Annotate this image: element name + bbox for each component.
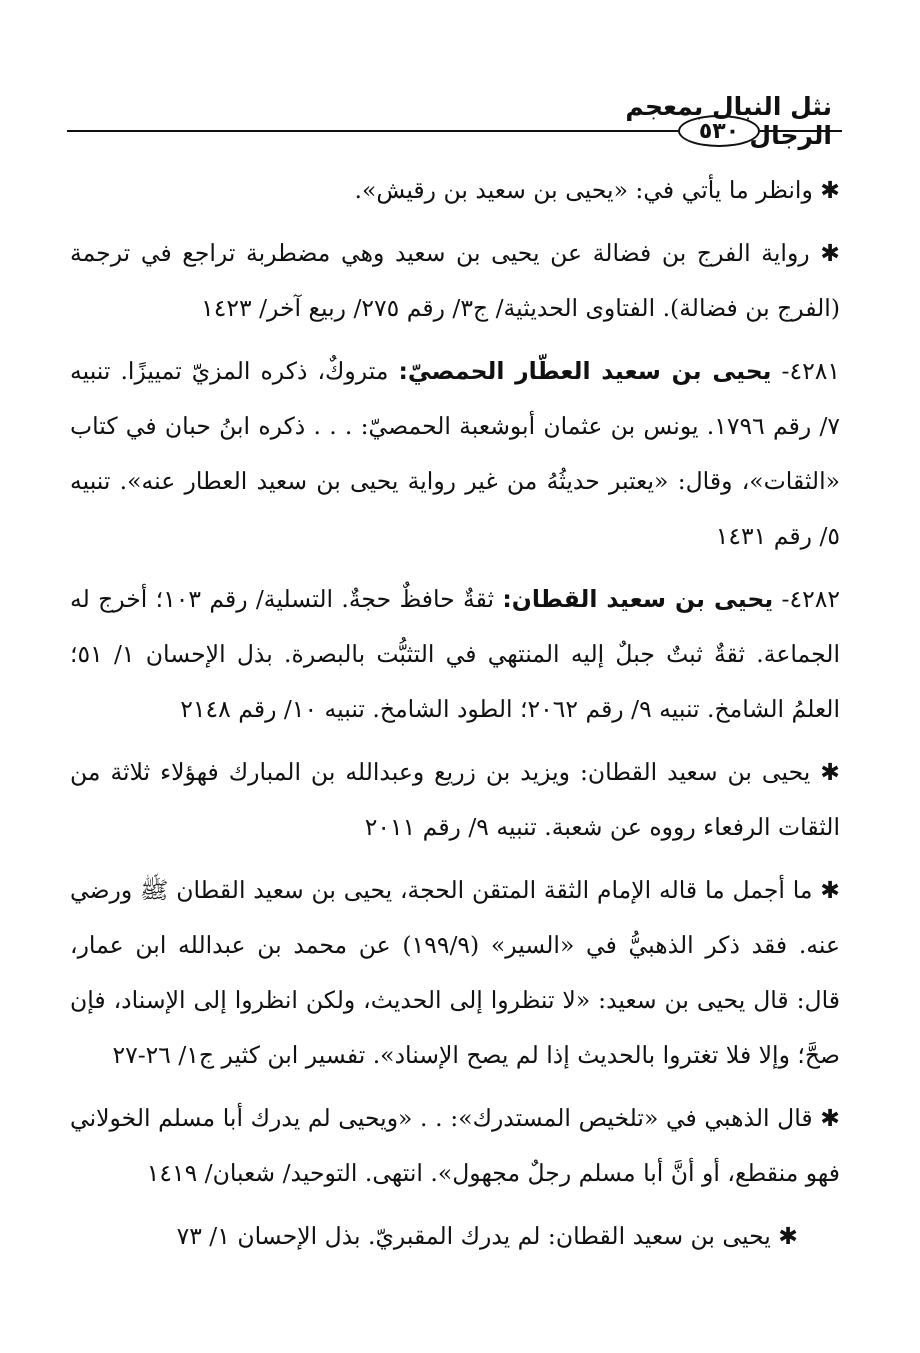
paragraph-text: يحيى بن سعيد القطان: لم يدرك المقبريّ. بذل الإحسان ١/ ٧٣ xyxy=(176,1222,771,1250)
header-rule-left xyxy=(67,130,678,132)
paragraph-text: وانظر ما يأتي في: «يحيى بن سعيد بن رقيش». xyxy=(354,176,813,204)
entry-name: يحيى بن سعيد العطّار الحمصيّ: xyxy=(398,357,772,385)
entry-number: ٤٢٨٢- xyxy=(781,585,840,613)
page-body xyxy=(70,163,840,1272)
paragraph-text: رواية الفرج بن فضالة عن يحيى بن سعيد وهي مضطربة تراجع في ترجمة (الفرج بن فضالة). الفتاوى الحديثية/ ج٣/ رقم ٢٧٥/ ربيع آخر/ ١٤٢٣ xyxy=(70,239,840,322)
bullet-icon: ✱ xyxy=(820,876,840,904)
bullet-icon: ✱ xyxy=(778,1222,798,1250)
header-rule-right xyxy=(760,130,842,132)
entry-text: ثقةٌ حافظٌ حجةٌ. التسلية/ رقم ١٠٣؛ أخرج له الجماعة. ثقةٌ ثبتٌ جبلٌ إليه المنتهي في التثبُّت بالبصرة. بذل الإحسان ١/ ٥١؛ العلمُ الشامخ. تنبيه ٩/ رقم ٢٠٦٢؛ الطود الشامخ. تنبيه ١٠/ رقم ٢١٤٨ xyxy=(70,585,840,723)
paragraph xyxy=(70,1091,840,1201)
paragraph-text: ما أجمل ما قاله الإمام الثقة المتقن الحجة، يحيى بن سعيد القطان ﷺ ورضي عنه. فقد ذكر الذهبيُّ في «السير» (١٩٩/٩) عن محمد بن عبدالله ابن عمار، قال: قال يحيى بن سعيد: «لا تنظروا إلى الحديث، ولكن انظروا إلى الإسناد، فإن صحَّ؛ وإلا فلا تغتروا بالحديث إذا لم يصح الإسناد». تفسير ابن كثير ج١/ ٢٦-٢٧ xyxy=(70,876,840,1069)
paragraph xyxy=(70,1209,840,1264)
bullet-icon: ✱ xyxy=(820,239,840,267)
paragraph xyxy=(70,163,840,218)
paragraph xyxy=(70,226,840,336)
entry-name: يحيى بن سعيد القطان: xyxy=(502,585,774,613)
paragraph-text: قال الذهبي في «تلخيص المستدرك»: . . «ويحيى لم يدرك أبا مسلم الخولاني فهو منقطع، أو أنَّ أبا مسلم رجلٌ مجهول». انتهى. التوحيد/ شعبان/ ١٤١٩ xyxy=(70,1104,840,1187)
entry-4282 xyxy=(70,572,840,737)
bullet-icon: ✱ xyxy=(820,1104,840,1132)
bullet-icon: ✱ xyxy=(820,176,840,204)
paragraph-text: يحيى بن سعيد القطان: ويزيد بن زريع وعبدالله بن المبارك فهؤلاء ثلاثة من الثقات الرفعاء رووه عن شعبة. تنبيه ٩/ رقم ٢٠١١ xyxy=(70,758,840,841)
entry-4281 xyxy=(70,344,840,564)
paragraph xyxy=(70,863,840,1083)
running-header-title: نثل النبال بمعجم الرجال xyxy=(625,92,832,150)
paragraph xyxy=(70,745,840,855)
bullet-icon: ✱ xyxy=(820,758,840,786)
entry-text: متروكٌ، ذكره المزيّ تمييزًا. تنبيه ٧/ رقم ١٧٩٦. يونس بن عثمان أبوشعبة الحمصيّ: . . . ذكره ابنُ حبان في كتاب «الثقات»، وقال: «يعتبر حديثُهُ من غير رواية يحيى بن سعيد العطار عنه». تنبيه ٥/ رقم ١٤٣١ xyxy=(70,357,840,550)
entry-number: ٤٢٨١- xyxy=(781,357,840,385)
page-number: ٥٣٠ xyxy=(678,115,760,147)
